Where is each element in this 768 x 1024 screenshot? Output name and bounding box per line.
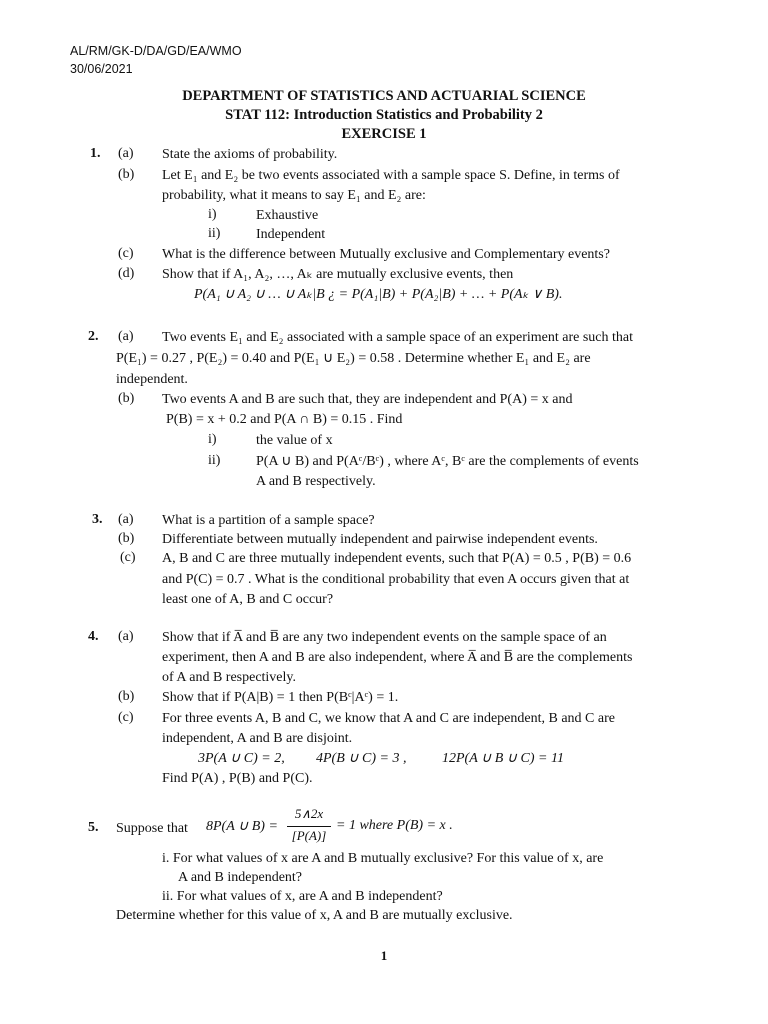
q2b-ii-text-line2: A and B respectively. xyxy=(256,474,376,489)
q1b-i-text: Exhaustive xyxy=(256,208,319,223)
q1d-formula: P(A₁ ∪ A₂ ∪ … ∪ Aₖ|B ¿ = P(A₁|B) + P(A₂|B) + … + P(Aₖ ∨ B). xyxy=(194,287,563,302)
q4c-equation-1: 3P(A ∪ C) = 2, xyxy=(198,751,285,766)
q2b-ii-label: ii) xyxy=(208,453,221,468)
q4c-label: (c) xyxy=(118,710,134,725)
q5-lhs: 8P(A ∪ B) = xyxy=(206,819,278,834)
question-3-number: 3. xyxy=(92,512,103,527)
q1d-label: (d) xyxy=(118,266,135,281)
q5-numerator: 5∧2x xyxy=(294,806,324,821)
q4c-text-line1: For three events A, B and C, we know that A and C are independent, B and C are xyxy=(162,711,615,726)
q2b-ii-text-line1: P(A ∪ B) and P(Aᶜ/Bᶜ) , where Aᶜ, Bᶜ are the complements of events xyxy=(256,454,639,469)
q4b-text: Show that if P(A|B) = 1 then P(Bᶜ|Aᶜ) = 1. xyxy=(162,690,399,705)
q1b-ii-label: ii) xyxy=(208,226,221,241)
q5-ii-text: ii. For what values of x, are A and B independent? xyxy=(162,889,443,904)
q5-fraction-bar xyxy=(287,826,331,827)
question-5-number: 5. xyxy=(88,820,99,835)
question-2-number: 2. xyxy=(88,329,99,344)
q1c-text: What is the difference between Mutually exclusive and Complementary events? xyxy=(162,247,610,262)
q5-denominator: [P(A)] xyxy=(291,828,327,843)
q3c-text-line2: and P(C) = 0.7 . What is the conditional probability that even A occurs given that at xyxy=(162,572,630,587)
q1a-text: State the axioms of probability. xyxy=(162,147,338,162)
q1b-label: (b) xyxy=(118,167,135,182)
q1b-i-label: i) xyxy=(208,207,217,222)
q3a-text: What is a partition of a sample space? xyxy=(162,513,375,528)
q5-intro: Suppose that xyxy=(116,821,188,836)
q3c-text-line1: A, B and C are three mutually independent events, such that P(A) = 0.5 , P(B) = 0.6 xyxy=(162,551,632,566)
question-1-number: 1. xyxy=(90,146,101,161)
document-reference: AL/RM/GK-D/DA/GD/EA/WMO xyxy=(70,44,242,58)
exercise-title: EXERCISE 1 xyxy=(341,126,427,142)
q4a-text-line2: experiment, then A and B are also independent, where A̅ and B̅ are the complements xyxy=(162,650,633,665)
q2a-text-line2: P(E₁) = 0.27 , P(E₂) = 0.40 and P(E₁ ∪ E₂) = 0.58 . Determine whether E₁ and E₂ are xyxy=(116,351,591,366)
q2a-text-line3: independent. xyxy=(116,372,188,387)
q1b-text-line1: Let E₁ and E₂ be two events associated with a sample space S. Define, in terms of xyxy=(162,168,620,183)
q2b-i-text: the value of x xyxy=(256,433,333,448)
q2a-label: (a) xyxy=(118,329,134,344)
q4a-text-line3: of A and B respectively. xyxy=(162,670,297,685)
q1a-label: (a) xyxy=(118,146,134,161)
q1b-ii-text: Independent xyxy=(256,227,326,242)
document-date: 30/06/2021 xyxy=(70,62,133,76)
q2b-text-line1: Two events A and B are such that, they are independent and P(A) = x and xyxy=(162,392,573,407)
q5-rhs: = 1 where P(B) = x . xyxy=(336,818,453,833)
q4a-label: (a) xyxy=(118,629,134,644)
q1c-label: (c) xyxy=(118,246,134,261)
q4c-text-line2: independent, A and B are disjoint. xyxy=(162,731,353,746)
q1d-text: Show that if A₁, A₂, …, Aₖ are mutually exclusive events, then xyxy=(162,267,514,282)
q2b-text-line2: P(B) = x + 0.2 and P(A ∩ B) = 0.15 . Find xyxy=(166,412,403,427)
q3b-text: Differentiate between mutually independent and pairwise independent events. xyxy=(162,532,598,547)
q3c-label: (c) xyxy=(120,550,136,565)
q4b-label: (b) xyxy=(118,689,135,704)
q4c-find: Find P(A) , P(B) and P(C). xyxy=(162,771,313,786)
q2b-label: (b) xyxy=(118,391,135,406)
q5-i-text-line2: A and B independent? xyxy=(178,870,303,885)
q4c-equation-2: 4P(B ∪ C) = 3 , xyxy=(316,751,407,766)
q4a-text-line1: Show that if A̅ and B̅ are any two independent events on the sample space of an xyxy=(162,630,607,645)
q1b-text-line2: probability, what it means to say E₁ and E₂ are: xyxy=(162,188,426,203)
q5-i-text-line1: i. For what values of x are A and B mutually exclusive? For this value of x, are xyxy=(162,851,604,866)
q2a-text-line1: Two events E₁ and E₂ associated with a sample space of an experiment are such that xyxy=(162,330,634,345)
q2b-i-label: i) xyxy=(208,432,217,447)
q3c-text-line3: least one of A, B and C occur? xyxy=(162,592,334,607)
q3a-label: (a) xyxy=(118,512,134,527)
q4c-equation-3: 12P(A ∪ B ∪ C) = 11 xyxy=(442,751,564,766)
question-4-number: 4. xyxy=(88,629,99,644)
page-number: 1 xyxy=(380,948,388,963)
q5-final: Determine whether for this value of x, A and B are mutually exclusive. xyxy=(116,908,513,923)
q3b-label: (b) xyxy=(118,531,135,546)
course-title: STAT 112: Introduction Statistics and Probability 2 xyxy=(225,107,543,123)
department-title: DEPARTMENT OF STATISTICS AND ACTUARIAL SCIENCE xyxy=(182,88,586,104)
